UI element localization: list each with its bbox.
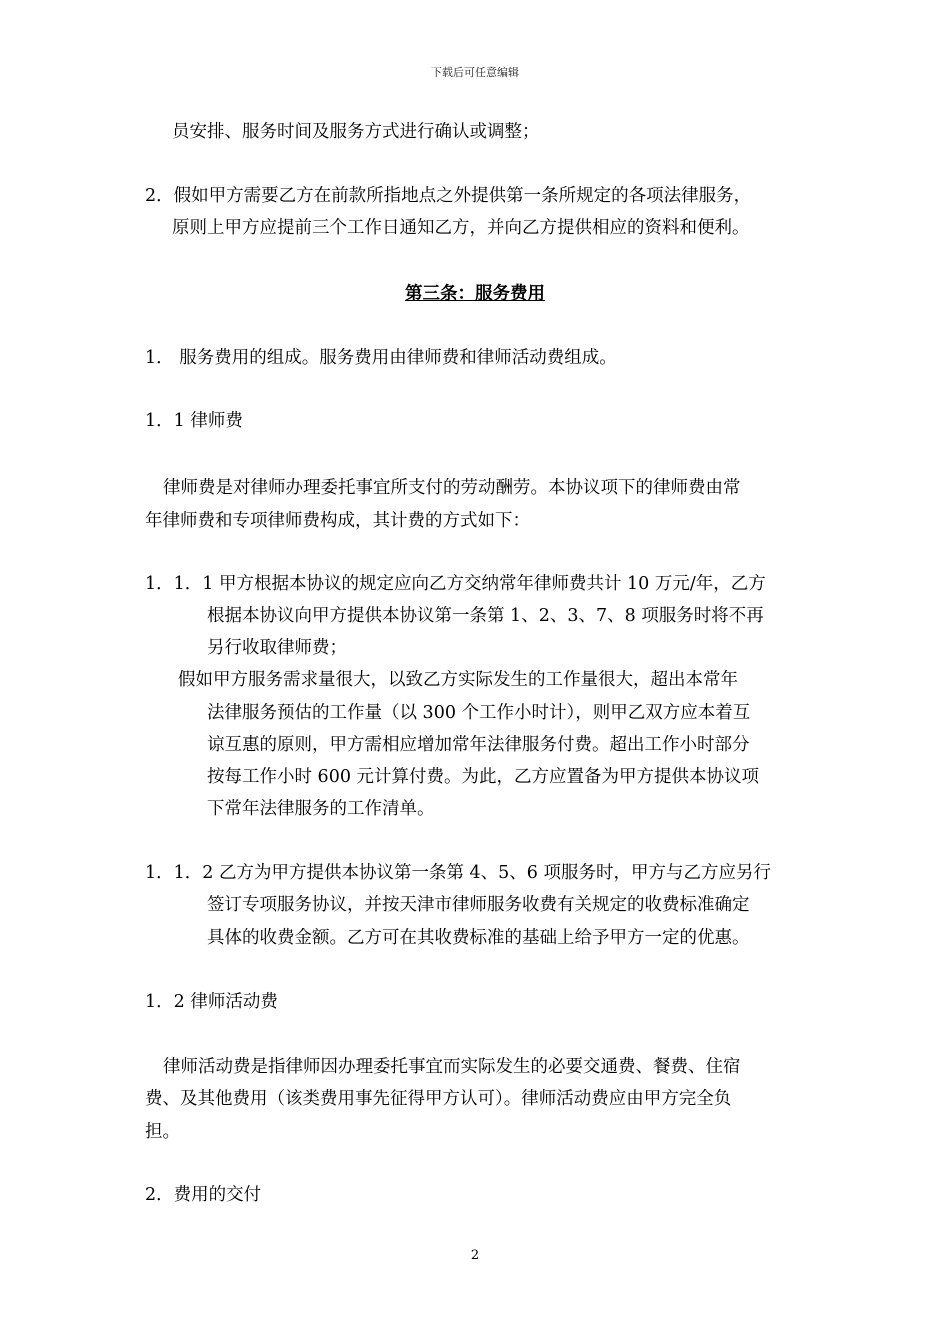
paragraph-line: 下常年法律服务的工作清单。 — [207, 799, 435, 819]
paragraph-line: 法律服务预估的工作量（以 300 个工作小时计），则甲乙双方应本着互 — [207, 703, 751, 723]
paragraph-line: 员安排、服务时间及服务方式进行确认或调整； — [172, 122, 540, 142]
paragraph-line: 律师活动费是指律师因办理委托事宜而实际发生的必要交通费、餐费、住宿 — [163, 1057, 741, 1077]
paragraph-line: 谅互惠的原则，甲方需相应增加常年法律服务付费。超出工作小时部分 — [207, 735, 750, 755]
paragraph-line: 1．1．2 乙方为甲方提供本协议第一条第 4、5、6 项服务时，甲方与乙方应另行 — [145, 863, 771, 883]
paragraph-line: 另行收取律师费； — [207, 638, 347, 658]
paragraph-line: 根据本协议向甲方提供本协议第一条第 1、2、3、7、8 项服务时将不再 — [207, 606, 764, 626]
paragraph-line: 费、及其他费用（该类费用事先征得甲方认可）。律师活动费应由甲方完全负 — [145, 1089, 732, 1109]
paragraph-line: 具体的收费金额。乙方可在其收费标准的基础上给予甲方一定的优惠。 — [207, 928, 750, 948]
subsection-title: 2．费用的交付 — [145, 1185, 262, 1205]
subsection-title: 1．1 律师费 — [145, 411, 243, 431]
section-heading: 第三条：服务费用 — [405, 284, 545, 304]
paragraph-line: 2．假如甲方需要乙方在前款所指地点之外提供第一条所规定的各项法律服务， — [145, 186, 752, 206]
paragraph-line: 原则上甲方应提前三个工作日通知乙方，并向乙方提供相应的资料和便利。 — [172, 218, 750, 238]
page-number: 2 — [470, 1248, 480, 1263]
paragraph-line: 年律师费和专项律师费构成，其计费的方式如下： — [145, 511, 530, 531]
paragraph-line: 律师费是对律师办理委托事宜所支付的劳动酬劳。本协议项下的律师费由常 — [163, 478, 741, 498]
paragraph-line: 担。 — [145, 1122, 180, 1142]
paragraph-line: 1．1．1 甲方根据本协议的规定应向乙方交纳常年律师费共计 10 万元/年，乙方 — [145, 574, 766, 594]
paragraph-line: 按每工作小时 600 元计算付费。为此，乙方应置备为甲方提供本协议项 — [207, 767, 760, 787]
paragraph-line: 1． 服务费用的组成。服务费用由律师费和律师活动费组成。 — [145, 348, 617, 368]
subsection-title: 1．2 律师活动费 — [145, 992, 278, 1012]
paragraph-line: 签订专项服务协议，并按天津市律师服务收费有关规定的收费标准确定 — [207, 895, 750, 915]
paragraph-line: 假如甲方服务需求量很大，以致乙方实际发生的工作量很大，超出本常年 — [178, 670, 738, 690]
page-header-note: 下载后可任意编辑 — [431, 66, 519, 79]
